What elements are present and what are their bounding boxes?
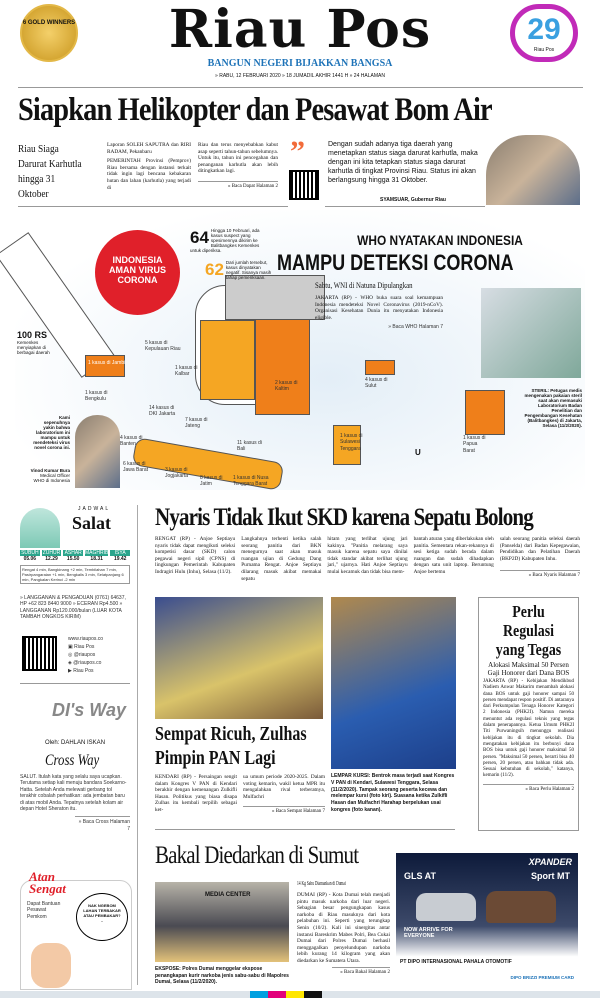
corona-infographic: INDONESIA AMAN VIRUS CORONA 64 Hingga 10 Februari, ada kasus suspect yang spesimennya dikirim ke Balitbangkes Kemenkes untuk diperiksa. 62 Dari jumlah tersebut, kasus dinyatakan negatif. Sisanya masih tahap pemeriksaan. 100 RS Kemenkes menyiapkan di berbagai daerah WHO NYATAKAN INDONESIA MAMPU DETEKSI CORONA Sabtu, WNI di Natuna Dipulangkan JAKARTA (RP) - WHO buka suara soal kemampuan Indonesia mendeteksi Novel Coronavirus (2019-nCoV). Organisasi Kesehatan Dunia itu menyatakan Indonesia eligible. » Baca WHO Halaman 7 STERIL: Petugas medis mengenakan pakaian steril saat akan memasuki Laboratorium Badan Penelitian dan Pengembangan Kesehatan (Balitbangkes) di Jakarta, Selasa (11/2/2020). Kami sepenuhnya yakin bahwa laboratorium ini mampu untuk mendeteksi virus novel corona ini. Vinod Kumar Bura Medical Officer WHO di Indonesia U 5 kasus di Kepulauan Riau 1 kasus di Jambi 1 kasus di Kalbar 2 kasus di Kaltim 4 kasus di Sulut 1 kasus di Bengkulu 14 kasus di DKI Jakarta 7 kasus di Jateng 4 kasus di Banten 6 kasus di Jawa Barat 3 kasus di Jogjakarta 8 kasus di Jatim 11 kasus di Bali 1 kasus di Nusa Tenggara Barat 1 kasus di Sulawesi Tenggara 1 kasus di Papua Barat — [15, 210, 585, 490]
lead-quote: Dengan sudah adanya tiga daerah yang menetapkan status siaga darurat karhutla, maka dengan ini kita tetapkan status siaga darurat karhutla di tingkat Provinsi Riau. Status ini akan berlangsung hingga 31 Oktober. — [328, 141, 478, 184]
narkoba-caption: EKSPOSE: Polres Dumai menggelar ekspose penangkapan kurir narkoba jenis sabu-sabu di Mapolres Dumai, Selasa (11/2/2020). — [155, 966, 289, 985]
honorer-subhead: Alokasi Maksimal 50 Persen Gaji Honorer dari Dana BOS — [487, 661, 570, 677]
website-link[interactable]: www.riaupos.co — [68, 636, 104, 642]
anniversary-logo: 29 Riau Pos — [510, 4, 578, 62]
baca-link[interactable]: » Baca Bakal Halaman 2 — [332, 967, 390, 977]
divider — [155, 829, 455, 830]
gold-winners-badge: 6 GOLD WINNERS — [20, 4, 78, 62]
atan-sengat-cartoon: Atan Sengat Dapat Bantuan Pesawat Pemkom NAK NGEBOM LAHAN TERBAKAR ATAU PEMBAKAR? .. — [20, 880, 132, 990]
vinod-photo — [75, 415, 120, 488]
baca-link[interactable]: » Baca Cross Halaman 7 — [75, 816, 130, 832]
pan-headline[interactable]: Sempat Ricuh, Zulhas Pimpin PAN Lagi — [155, 723, 307, 769]
who-subhead: Sabtu, WNI di Natuna Dipulangkan — [315, 281, 413, 290]
skd-body: RENGAT (RP) - Anjoe Septiayu nyaris tidak dapat mengikuti seleksi kompetisi dasar (SKD) calon pegawai negeri sipil (CPNS) di lingkungan Pemerintah Kabupaten Indragiri Hulu (Inhu), Selasa (11/2). Langkahnya terhenti ketika salah seorang panitia dari BKN menegurnya saat akan masuk ruangan ujian di Gedung Dang Purnama Rengat. Anjoe Septiayu dilarang masuk akibat memakai sepatu hitam yang terlihat ujung jari kakinya. "Panitia melarang saya masuk karena sepatu saya dinilai tidak standar akibat terlihat ujung jari," ujarnya. Hati Anjoe Septiayu mulai kecamuk dan tidak bisa mem- bantah aturan yang diberlakukan oleh panitia. Sementara rekan-rekannya di sesi ketiga sudah berada dalam ruangan dan sudah dihadapkan dengan satu unit laptop. Beruntung Anjoe bertemu salah seorang panitia seleksi daerah (Panselda) dari Badan Kepegawaian, Pendidikan dan Pelatihan Daerah (BKP2D) Kabupaten Inhu. » Baca Nyaris Halaman 7 — [155, 536, 581, 582]
who-body: JAKARTA (RP) - WHO buka suara soal kemampuan Indonesia mendeteksi Novel Coronavirus (2019-nCoV). Organisasi Kesehatan Dunia itu menyatakan Indonesia eligible. » Baca WHO Halaman 7 — [315, 295, 443, 331]
governor-photo — [486, 135, 580, 205]
twitter-link[interactable]: ◈ @riaupos.co — [68, 660, 102, 666]
who-quote: Kami sepenuhnya yakin bahwa laboratorium ini mampu untuk mendeteksi virus novel corona ini. — [33, 415, 70, 450]
subscription-info: » LANGGANAN & PENGADUAN (0761) 64637, HP +62 823 8440 9000 » ECERAN Rp4.500 » LANGGANAN Rp120.000/bulan (LUAR KOTA TAMBAH ONGKOS KIRIM) — [20, 595, 126, 621]
honorer-headline[interactable]: Perlu Regulasi yang Tegas — [495, 602, 562, 659]
police-photo: MEDIA CENTER — [155, 882, 289, 962]
prayer-times: SUBUH 05.06 ZUHUR 12.29 ASHAR 15.50 MAGHRIB 18.31 ISYA 19.42 — [20, 550, 130, 562]
cmyk-yellow — [286, 991, 304, 998]
lead-col-1: Laporan SOLEH SAPUTRA dan RIRI RADAM, Pekanbaru PEMERINTAH Provinsi (Pemprov) Riau bersama dengan instansi terkait tidak ingin lagi bencana kebakaran hutan dan lahan (karhutla) yang terjadi di — [107, 142, 191, 191]
mosque-icon — [20, 508, 60, 548]
divider — [18, 87, 583, 88]
who-headline[interactable]: MAMPU DETEKSI CORONA — [277, 250, 514, 275]
map-sulut — [365, 360, 395, 375]
qr-code[interactable] — [289, 170, 319, 200]
tagline: BANGUN NEGERI BIJAKKAN BANGSA — [207, 58, 393, 69]
baca-link[interactable]: » Baca Nyaris Halaman 7 — [500, 570, 580, 580]
pan-caption: LEMPAR KURSI: Bentrok masa terjadi saat Kongres V PAN di Kendari, Sulawesi Tenggara, Selasa (11/2/2020). Tampak seorang peserta kecewa dan melempar kursi (foto kiri). Suasana ketika Zulkifli Hasan dan Mulfachri Harahap berpelukan usai kongres (foto kanan). — [331, 773, 455, 813]
narkoba-body: DUMAI (RP) - Kota Dumai telah menjadi pintu masuk narkoba dari luar negeri. Sebagian besar pengungkapan kasus narkoba di Riau masuknya dari kota pelabuhan ini. Seperti yang terungkap Senin (10/2). Kali ini sinergitas antar instansi Bareskrim Mabes Polri, Bea Cukai Dumai dari Polres Dumai berhasil menggagalkan penyelundupan narkoba lebih kurang 14 kilogram yang akan diedarkan ke Sumatera Utara. » Baca Bakal Halaman 2 — [297, 892, 390, 975]
cmyk-magenta — [268, 991, 286, 998]
baca-link[interactable]: » Baca Perlu Halaman 2 — [483, 784, 574, 792]
instagram-link[interactable]: ◎ @riaupos — [68, 652, 96, 658]
divider — [20, 683, 130, 684]
baca-link[interactable]: » Baca Sempat Halaman 7 — [243, 806, 325, 816]
baca-link[interactable]: » Baca Dapat Halaman 2 — [198, 181, 278, 191]
column-rule — [137, 505, 138, 985]
stat-negative: 62 Dari jumlah tersebut, kasus dinyatakan negatif. Sisanya masih tahap pemeriksaan. — [205, 260, 272, 280]
car-silver — [416, 893, 476, 921]
narkoba-headline[interactable]: Bakal Diedarkan di Sumut — [155, 842, 359, 869]
narkoba-subhead: 14 Kg Sabu Diamankan di Dumai — [297, 881, 346, 887]
pan-body: KENDARI (RP) - Persaingan sengit dalam Kongres V PAN di Kendari berakhir dengan kemenangan Zulkifli Hasan. Politikus yang biasa disapa Zulhas itu kembali terpilih sebagai ket- ua umum periode 2020-2025. Dalam voting kemarin, wakil ketua MPR itu mengalahkan rival terberatnya, Mulfachri » Baca Sempat Halaman 7 — [155, 774, 325, 815]
lead-col-2: Riau dan terus menyebabkan kabut asap seperti tahun-tahun sebelumnya. Untuk itu, tahun ini pencegahan dan penanganan karhutla akan lebih ditingkatkan lagi. » Baca Dapat Halaman 2 — [198, 142, 278, 189]
skd-headline[interactable]: Nyaris Tidak Ikut SKD karena Sepatu Bolong — [155, 504, 533, 531]
masthead-title: Riau Pos — [168, 0, 432, 60]
map-papua-barat — [465, 390, 505, 435]
salat-title: Salat — [72, 513, 112, 533]
dateline: » RABU, 12 FEBRUARI 2020 » 18 JUMADIL AKHIR 1441 H » 24 HALAMAN — [215, 73, 385, 79]
cartoon-character — [31, 943, 71, 988]
baca-link[interactable]: » Baca WHO Halaman 7 — [388, 324, 443, 331]
stat-suspect: 64 Hingga 10 Februari, ada kasus suspect yang spesimennya dikirim ke Balitbangkes Kemenkes untuk diperiksa. — [190, 228, 260, 253]
car-brown — [486, 891, 556, 923]
lab-photo — [481, 288, 581, 378]
compass-icon: U — [415, 448, 421, 457]
honorer-box — [478, 597, 579, 831]
mitsubishi-ad[interactable]: XPANDER GLS AT Sport MT NOW ARRIVE FOR EVERYONE PT DIPO INTERNASIONAL PAHALA OTOMOTIF DIPO BRIZZI PREMIUM CARD — [396, 853, 578, 986]
qr-code[interactable] — [22, 636, 57, 671]
salat-kicker: JADWAL — [78, 506, 111, 512]
facebook-link[interactable]: ▣ Riau Pos — [68, 644, 95, 650]
youtube-link[interactable]: ▶ Riau Pos — [68, 668, 94, 674]
lead-headline[interactable]: Siapkan Helikopter dan Pesawat Bom Air — [18, 92, 492, 128]
dis-way-logo: DI's Way — [52, 700, 126, 720]
divider — [325, 206, 485, 207]
lab-caption: STERIL: Petugas medis mengenakan pakaian steril saat akan memasuki Laboratorium Badan Penelitian dan Pengembangan Kesehatan (Balitbangkes) di Jakarta, Selasa (11/2/2020). — [524, 388, 582, 428]
map-malaysia — [225, 275, 325, 320]
cmyk-cyan — [250, 991, 268, 998]
social-links — [68, 635, 103, 675]
virus-graphic: INDONESIA AMAN VIRUS CORONA — [95, 230, 180, 315]
honorer-body: JAKARTA (RP) - Kebijakan Mendikbud Nadiem Anwar Makarim menambah alokasi dana BOS untuk gaji honorer sampai 50 persen mendapat respon positif. Di antaranya dari Perkumpulan Tenaga Honorer Kategori 2 Indonesia (PHK2I). Namun mereka menuntut ada regulasi teknis yang tegas dalam penerapannya. Ketua Umum PHK2I Titi Purwaningsih menunggu realisasi kebijakan itu di tingkat sekolah. Dia mengatakan kebijakan itu berbunyi dana BOS bisa untuk gaji honorer maksimal 50 persen. "Maksimal 50 persen, berarti bisa 40 persen, 20 persen, atau bahkan tidak ada. Sesuai kebutuhan di sekolah," katanya, kemarin (11/2). — [483, 679, 574, 779]
congress-chaos-photo — [155, 597, 323, 719]
cross-way-title[interactable]: Cross Way — [45, 752, 100, 769]
map-kaltim — [255, 305, 310, 415]
stat-hospitals: 100 RS Kemenkes menyiapkan di berbagai daerah — [17, 330, 50, 355]
salat-note: Rengat 4 min, Bangkinang +2 min, Tembilahan 7 min, Pasirpangaraian +1 min, Bengkalis 3 min, Selatpanjang 6 min, Pangkalan Kerinci -2 min — [20, 565, 130, 584]
quote-icon: ” — [290, 135, 305, 168]
quote-attribution: SYAMSUAR, Gubernur Riau — [380, 197, 446, 203]
congress-hug-photo — [331, 597, 456, 769]
who-kicker: WHO NYATAKAN INDONESIA — [357, 232, 523, 248]
divider — [18, 206, 288, 207]
map-kalbar — [200, 320, 255, 400]
lead-subhead: Riau Siaga Darurat Karhutla hingga 31 Oktober — [18, 143, 82, 200]
who-quote-attribution: Vinod Kumar Bura Medical Officer WHO di Indonesia — [30, 468, 70, 483]
dis-author: Oleh: DAHLAN ISKAN — [45, 740, 106, 746]
cross-way-text: SALUT. Itulah kata yang selalu saya ucapkan. Terutama setiap kali menuju bandara Soekarno-Hatta. Setelah Anda melewati gerbang tol terakhir cobalah perhatikan: ada jembatan baru di atas mobil Anda. Tepatnya setelah kolam air depan Hotel Sheraton itu. » Baca Cross Halaman 7 — [20, 774, 130, 832]
cmyk-black — [304, 991, 322, 998]
